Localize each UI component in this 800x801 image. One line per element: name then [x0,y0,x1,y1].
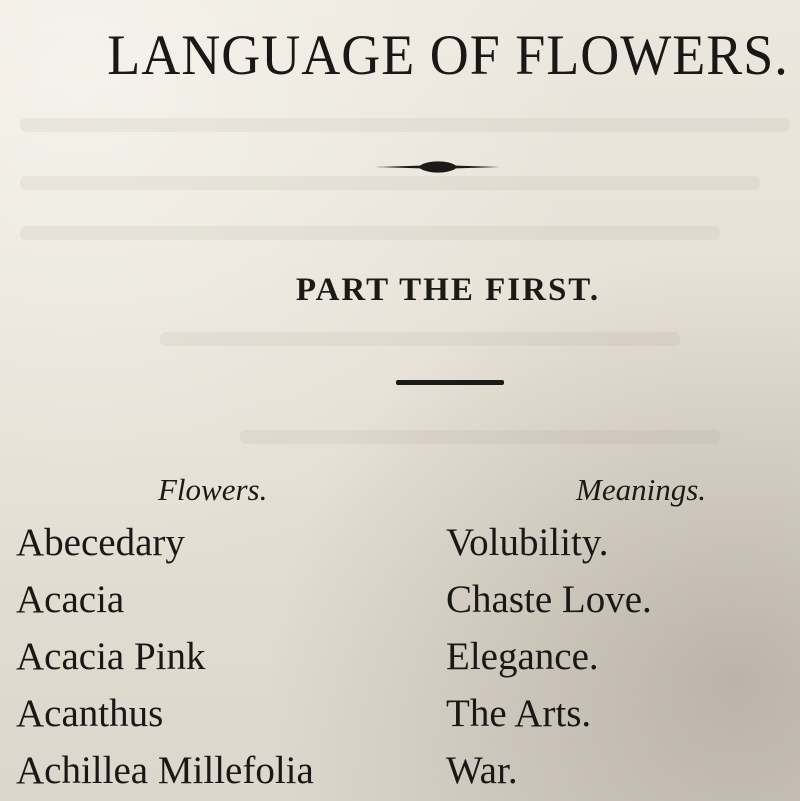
list-item [0,740,800,797]
column-header-meanings: Meanings. [576,472,707,507]
part-heading: PART THE FIRST. [295,272,601,308]
flower-meaning: War. [446,749,518,792]
flower-list [0,512,800,797]
bleed-through-text [20,118,790,132]
page-title: LANGUAGE OF FLOWERS. [107,23,789,87]
flower-meaning: Chaste Love. [446,578,652,621]
list-item [0,683,800,740]
flower-name: Acacia [16,578,125,621]
flower-meaning: Elegance. [446,635,599,678]
bleed-through-text [20,226,720,240]
flower-meaning: Volubility. [446,521,609,564]
section-rule [396,380,504,385]
bleed-through-text [160,332,680,346]
flower-name: Acanthus [16,692,164,735]
bleed-through-text [240,430,720,444]
flower-name: Acacia Pink [16,635,206,678]
ornament-divider [376,158,500,176]
list-item [0,626,800,683]
flower-name: Achillea Millefolia [16,749,314,792]
list-item [0,569,800,626]
bleed-through-text [20,176,760,190]
list-item [0,512,800,569]
flower-name: Abecedary [16,521,185,564]
column-header-flowers: Flowers. [158,472,268,507]
flower-meaning: The Arts. [446,692,592,735]
